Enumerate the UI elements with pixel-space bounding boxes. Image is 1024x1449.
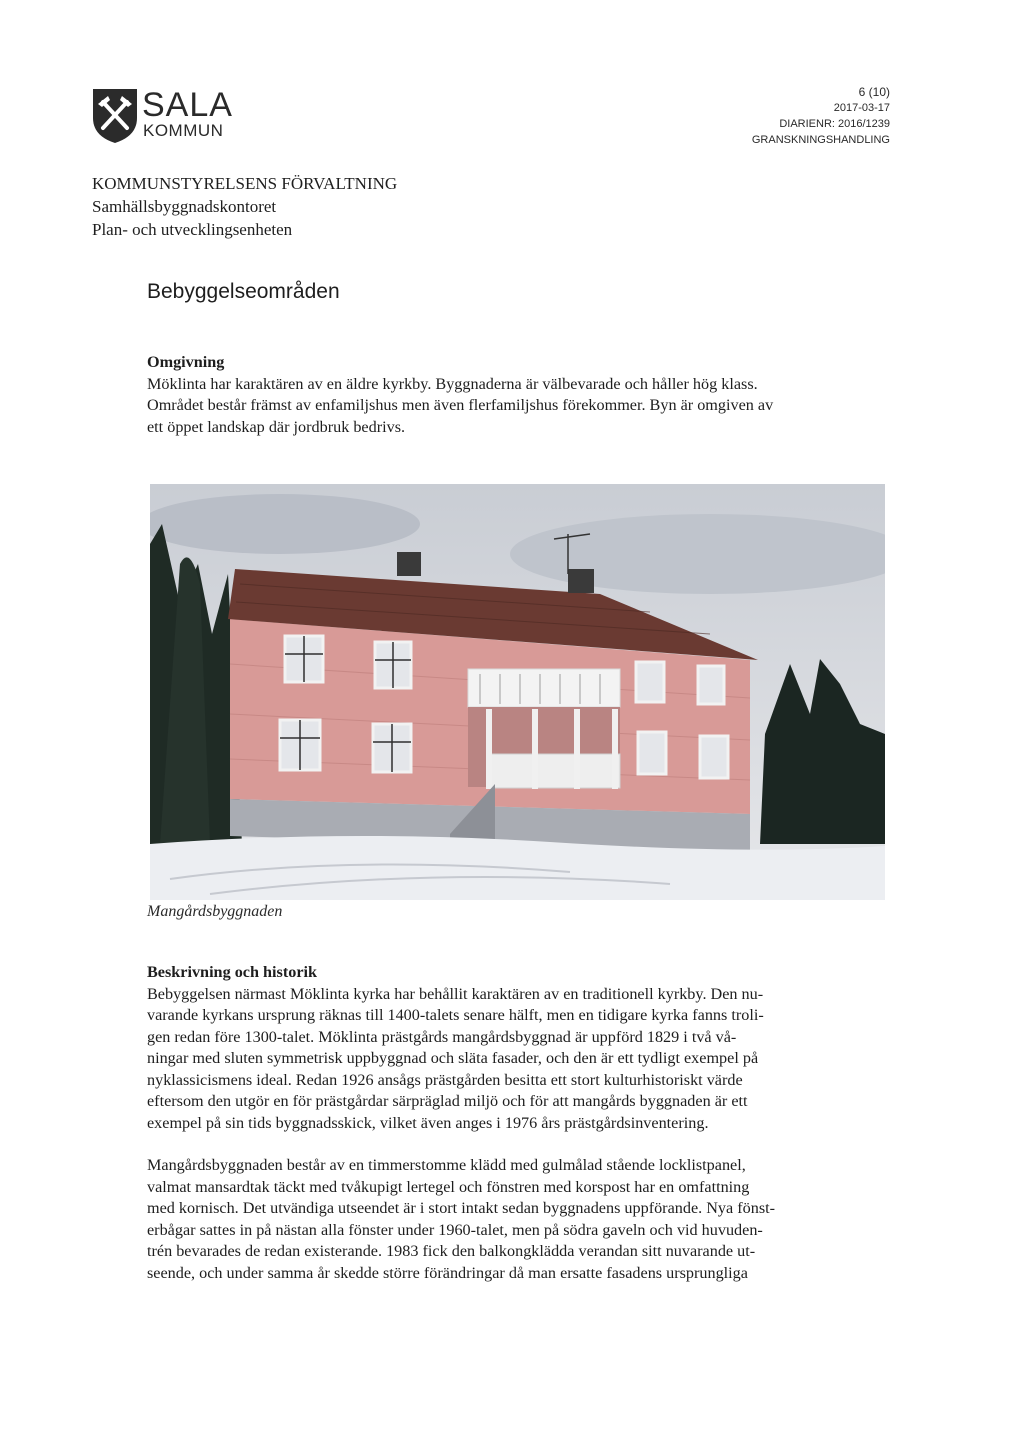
section-title-beskrivning: Beskrivning och historik — [147, 963, 318, 981]
section-title-omgivning: Omgivning — [147, 353, 225, 371]
text-line: Bebyggelsen närmast Möklinta kyrka har behållit karaktären av en traditionell kyrkby. Den nu- — [147, 984, 764, 1003]
text-line: trén bevarades de redan existerande. 1983 fick den balkongklädda verandan sitt nuvarande ut- — [147, 1242, 756, 1260]
page-number: 6 (10) — [858, 85, 890, 99]
figure-caption: Mangårdsbyggnaden — [147, 903, 283, 920]
text-line: exempel på sin tids byggnadsskick, vilket även anges i 1976 års prästgårdsinventering. — [147, 1113, 709, 1132]
org-line-3: Plan- och utvecklingsenheten — [92, 220, 293, 239]
section-omgivning — [147, 352, 892, 438]
text-line: med kornisch. Det utvändiga utseendet är i stort intakt sedan byggnadens uppförande. Nya fönst- — [147, 1199, 776, 1217]
text-line: ningar med sluten symmetrisk uppbyggnad och släta fasader, och den är ett tydligt exempel på — [147, 1049, 759, 1067]
organisation-block — [92, 172, 397, 241]
document-meta — [752, 84, 890, 148]
text-line: erbågar sattes in på nästan alla fönster under 1960-talet, men på södra gaveln och vid huvuden- — [147, 1220, 763, 1239]
text-line: varande kyrkans ursprung räknas till 1400-talets senare hälft, men en tidigare kyrka fanns troli- — [147, 1006, 764, 1024]
sala-kommun-logo — [92, 88, 267, 148]
text-line: Möklinta har karaktären av en äldre kyrkby. Byggnaderna är välbevarade och håller hög klass. — [147, 374, 758, 393]
text-line: ett öppet landskap där jordbruk bedrivs. — [147, 417, 406, 436]
page-heading: Bebyggelseområden — [147, 280, 340, 303]
text-line: gen redan före 1300-talet. Möklinta prästgårds mangårdsbyggnad är uppförd 1829 i två vå- — [147, 1027, 737, 1046]
logo-word-sala: SALA — [142, 86, 233, 124]
municipal-shield-icon — [92, 88, 138, 144]
paragraph-gap — [147, 1134, 892, 1155]
diarienummer: DIARIENR: 2016/1239 — [779, 118, 890, 130]
text-line: seende, och under samma år skedde större förändringar då man ersatte fasadens ursprungliga — [147, 1263, 748, 1282]
section-beskrivning — [147, 962, 892, 1284]
text-line: nyklassicismens ideal. Redan 1926 ansågs prästgården besitta ett stort kulturhistoriskt värde — [147, 1070, 743, 1089]
document-status: GRANSKNINGSHANDLING — [751, 134, 890, 146]
text-line: eftersom den utgör en för prästgårdar särpräglad miljö och för att mangårds byggnaden är ett — [147, 1092, 748, 1110]
text-line: Området består främst av enfamiljshus men även flerfamiljshus förekommer. Byn är omgiven av — [147, 396, 774, 414]
org-line-1: KOMMUNSTYRELSENS FÖRVALTNING — [92, 174, 398, 193]
org-line-2: Samhällsbyggnadskontoret — [92, 197, 277, 216]
text-line: Mangårdsbyggnaden består av en timmerstomme klädd med gulmålad stående locklistpanel, — [147, 1156, 746, 1174]
document-date: 2017-03-17 — [833, 102, 890, 114]
house-photo — [150, 484, 885, 900]
logo-word-kommun: KOMMUN — [143, 121, 224, 140]
text-line: valmat mansardtak täckt med tvåkupigt lertegel och fönstren med korspost har en omfattning — [147, 1177, 750, 1196]
